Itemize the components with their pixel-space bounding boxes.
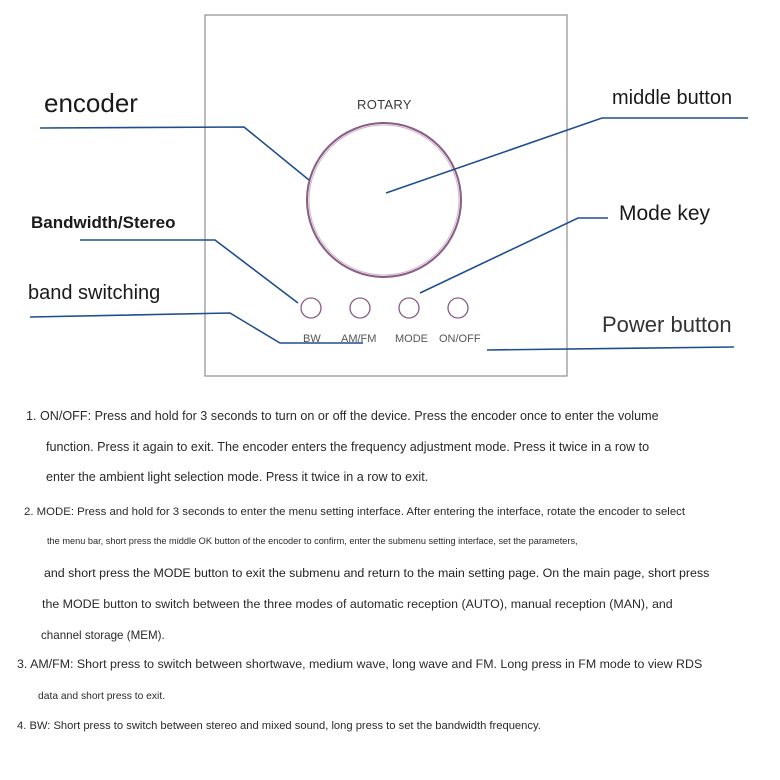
bw-button-label: BW [303, 333, 321, 345]
rotary-label: ROTARY [357, 97, 412, 112]
power-button-callout-label: Power button [602, 312, 732, 337]
mode-key-callout-label: Mode key [619, 202, 711, 225]
amfm-button[interactable] [350, 298, 370, 318]
middle-button-callout-label: middle button [612, 87, 733, 109]
instruction-4-line-1: 4. BW: Short press to switch between stereo and mixed sound, long press to set the bandwidth frequency. [17, 720, 541, 732]
device-panel [205, 15, 567, 376]
instruction-1-line-2: function. Press it again to exit. The encoder enters the frequency adjustment mode. Press it twice in a row to [46, 440, 650, 454]
onoff-button[interactable] [448, 298, 468, 318]
instruction-2-line-1: 2. MODE: Press and hold for 3 seconds to enter the menu setting interface. After entering the interface, rotate the encoder to select [24, 506, 686, 518]
instruction-2-line-4: the MODE button to switch between the three modes of automatic reception (AUTO), manual reception (MAN), and [42, 597, 673, 611]
mode-button[interactable] [399, 298, 419, 318]
instruction-3-line-2: data and short press to exit. [38, 691, 166, 702]
instruction-1-line-3: enter the ambient light selection mode. Press it twice in a row to exit. [46, 470, 429, 484]
bw-button[interactable] [301, 298, 321, 318]
instructions-list [0, 400, 780, 780]
mode-button-label: MODE [395, 333, 428, 345]
bandwidth-stereo-callout-label: Bandwidth/Stereo [31, 213, 176, 232]
instruction-2-line-5: channel storage (MEM). [41, 629, 165, 642]
encoder-callout-label: encoder [44, 88, 138, 118]
onoff-button-label: ON/OFF [439, 333, 481, 345]
instruction-3-line-1: 3. AM/FM: Short press to switch between shortwave, medium wave, long wave and FM. Long press in FM mode to view RDS [17, 657, 703, 671]
amfm-button-label: AM/FM [341, 333, 377, 345]
instruction-1-line-1: 1. ON/OFF: Press and hold for 3 seconds to turn on or off the device. Press the encoder once to enter the volume [26, 409, 659, 423]
instruction-2-line-3: and short press the MODE button to exit the submenu and return to the main setting page. On the main page, short press [44, 566, 710, 580]
instruction-2-line-2: the menu bar, short press the middle OK button of the encoder to confirm, enter the submenu setting interface, set the parameters, [47, 536, 578, 546]
band-switching-callout-label: band switching [28, 282, 161, 304]
